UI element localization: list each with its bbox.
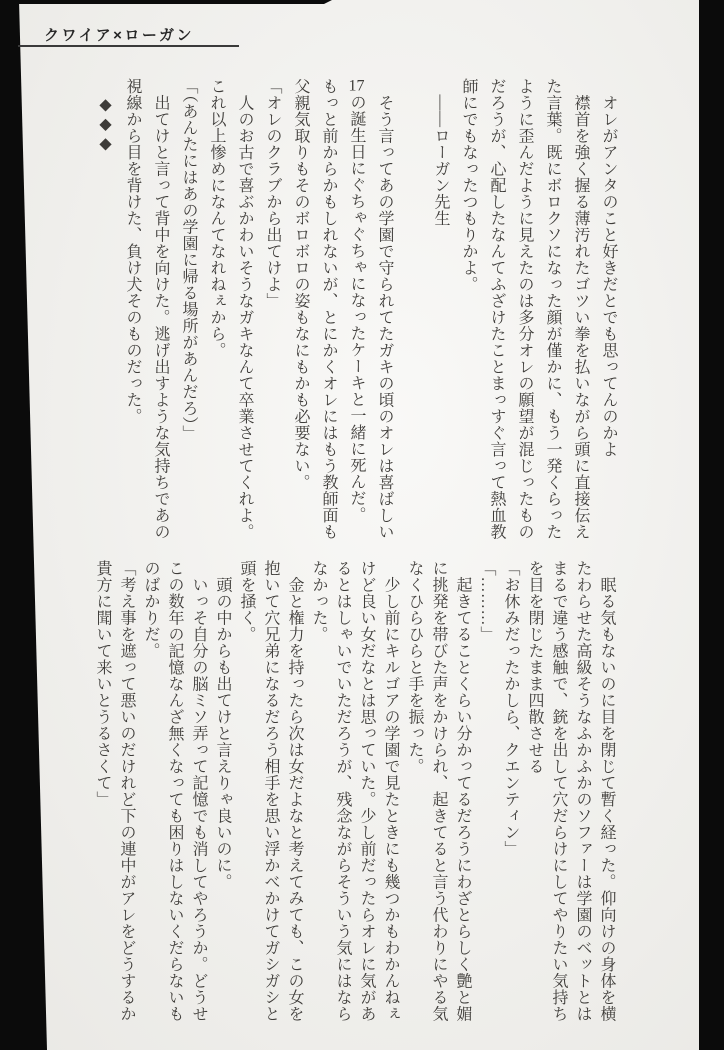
page-frame-right-bar	[699, 0, 724, 1050]
text-column: るとはしゃいでいただろうが、残念ながらそういう気にはなら	[334, 560, 351, 1022]
text-column: 人のお古で喜ぶかわいそうなガキなんて卒業させてくれよ。	[236, 78, 253, 540]
tatechuyoko-number: 17	[348, 78, 365, 94]
text-column: 「………」	[478, 560, 495, 643]
text-column: ように歪んだように見えたのは多分オレの願望が混じったもの	[516, 78, 533, 540]
text-column: 襟首を強く握る薄汚れたゴツい拳を払いながら頭に直接伝え	[572, 78, 589, 540]
text-column: 眠る気もないのに目を閉じて暫く経った。仰向けの身体を横	[598, 560, 615, 1022]
text-column: 少し前にキルゴアの学園で見たときにも幾つかもわかんねぇ	[382, 560, 399, 1022]
text-column: けど良い女だなとは思っていた。少し前だったらオレに気があ	[358, 560, 375, 1022]
text-column: そう言ってあの学園で守られてたガキの頃のオレは喜ばしい	[376, 78, 393, 540]
text-column: 頭を掻く。	[238, 560, 255, 643]
text-column: 師にでもなったつもりかよ。	[460, 78, 477, 293]
text-column: に挑発を帯びた声をかけられ、起きてると言う代わりにやる気	[430, 560, 447, 1022]
text-column: 父親気取りもそのボロボロの姿もなにもかも必要ない。	[292, 78, 309, 491]
text-column: この数年の記憶なんざ無くなっても困りはしないくだらないも	[166, 560, 183, 1022]
text-column: 「お休みだったかしら、クエンティン」	[502, 560, 519, 857]
text-column: ――ローガン先生	[432, 78, 449, 227]
text-column: なかった。	[310, 560, 327, 643]
text-column: オレがアンタのこと好きだとでも思ってんのかよ	[600, 78, 617, 458]
text-column: 「オレのクラブから出てけよ」	[264, 78, 281, 309]
text-column: 頭の中からも出てけと言えりゃ良いのに。	[214, 560, 231, 890]
text-column: ◆◆◆	[96, 78, 113, 153]
text-column: 17の誕生日にぐちゃぐちゃになったケーキと一緒に死んだ。	[348, 78, 365, 523]
text-column: だろうが、心配したなんてふざけたことまっすぐ言って熱血教	[488, 78, 505, 540]
page-title: クワイア×ローガン	[44, 27, 195, 44]
text-column: 出てけと言って背中を向けた。逃げ出すような気持ちであの	[152, 78, 169, 540]
text-column: 「考え事を遮って悪いのだけれど下の連中がアレをどうするか	[118, 560, 135, 1022]
text-column: 「（あんたにはあの学園に帰る場所があんだろ）」	[180, 78, 197, 442]
text-column: もっと前からかもしれないが、とにかくオレにはもう教師面も	[320, 78, 337, 540]
text-column: 貴方に聞いて来いとうるさくて」	[94, 560, 111, 808]
page-frame-left-bar	[0, 0, 47, 1050]
text-column: まるで違う感触で、銃を出して穴だらけにしてやりたい気持ち	[550, 560, 567, 1022]
text-column: 抱いて穴兄弟になるだろう相手を思い浮かべかけてガシガシと	[262, 560, 279, 1022]
text-column: 視線から目を背けた、負け犬そのものだった。	[124, 78, 141, 425]
text-column: 金と権力を持ったら次は女だよなと考えてみても、この女を	[286, 560, 303, 1022]
text-column: のばかりだ。	[142, 560, 159, 659]
text-column: なくひらひらと手を振った。	[406, 560, 423, 775]
text-column: 起きてることくらい分かってるだろうにわざとらしく艶と媚	[454, 560, 471, 1022]
text-column: た言葉。既にボロクソになった顔が僅かに、もう一発くらった	[544, 78, 561, 540]
page-frame-top-strip	[0, 0, 332, 4]
page-header	[44, 24, 194, 45]
text-column: たわらせた高級そうなふかふかのソファーは学園のベットとは	[574, 560, 591, 1022]
text-column	[398, 78, 426, 548]
header-underline	[18, 45, 239, 47]
text-column: いっそ自分の脳ミソ弄って記憶でも消してやろうか。どうせ	[190, 560, 207, 1022]
upper-text-band	[90, 78, 622, 548]
text-column: これ以上惨めになんてなれねぇから。	[208, 78, 225, 359]
lower-text-band	[90, 560, 618, 1030]
text-column: を目を閉じたまま四散させる	[526, 560, 543, 775]
